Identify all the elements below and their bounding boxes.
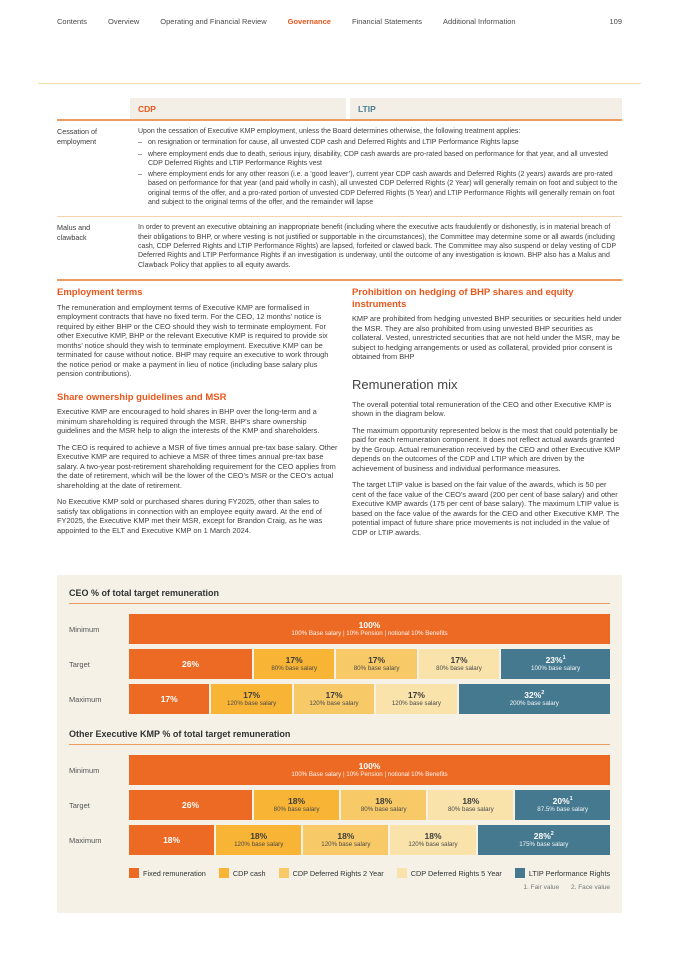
segment-sublabel: 120% base salary (234, 841, 284, 848)
paragraph: No Executive KMP sold or purchased shares during FY2025, other than sales to satisfy tax obligations in connection with an employee equity award. At the end of FY2025, the Executive KMP met their MSR, except for Brandon Craig, as he was appointed to the ELT and Executive KMP on 1 March 2024. (57, 497, 323, 535)
chart-row-label: Maximum (69, 835, 102, 845)
policy-table (57, 98, 622, 281)
chart-kmp-rows (69, 755, 610, 855)
paragraph: The overall potential total remuneration of the CEO and other Executive KMP is shown in the diagram below. (352, 399, 612, 418)
table-header-row (57, 98, 622, 119)
table-header-cdp: CDP (130, 98, 346, 119)
segment-value: 32%$^2$ (524, 690, 545, 700)
legend-item (279, 868, 384, 878)
paragraph: The CEO is required to achieve a MSR of five times annual pre-tax base salary. Other Executive KMP are required to achieve a MSR of three times annual pre-tax base salary. A two-year post-retirement shareholding requirement for the CEO applies from the date of retirement, which will be the lower of the CEO’s MSR or the CEO’s actual shareholding at the date of retirement. (57, 442, 338, 490)
stacked-bar (129, 649, 610, 679)
legend-label: LTIP Performance Rights (528, 868, 611, 878)
bullet-text: where employment ends for any other reason (i.e. a ‘good leaver’), current year CDP cash awards and Deferred Rights (2 years) awards are pro-rated based on performance for that year (and paid wholly in cash), all unvested CDP Deferred Rights (2 Year) will generally remain on foot and subject to the original terms of the offer, and a pro-rated portion of unvested CDP Deferred Rights (5 Year) and LTIP Performance Rights will generally remain on foot and subject to the original terms of the offer, and the remainder will lapse (148, 171, 618, 207)
stacked-bar (129, 825, 610, 855)
legend-label: CDP cash (232, 868, 266, 878)
segment-sublabel: 80% base salary (360, 806, 407, 813)
table-bottom-rule (57, 279, 622, 281)
section-heading: Share ownership guidelines and MSR (57, 391, 227, 403)
table-header-spacer (57, 98, 130, 119)
bar-segment (336, 649, 416, 679)
nav-item-financial-statements[interactable]: Financial Statements (351, 17, 423, 26)
segment-sublabel: 80% base salary (271, 665, 318, 672)
text-columns (57, 287, 622, 544)
page-number: 109 (609, 17, 622, 26)
section-heading: Remuneration mix (352, 376, 458, 392)
segment-sublabel: 100% Base salary | 10% Pension | notional 10% Benefits (291, 771, 448, 778)
segment-value: 26% (181, 800, 199, 810)
segment-value: 100% (358, 620, 381, 630)
chart-row (69, 790, 610, 820)
bar-segment (303, 825, 388, 855)
nav-item-operating-and-financial-review[interactable]: Operating and Financial Review (160, 17, 267, 26)
dash-icon: – (138, 171, 142, 179)
legend-swatch (219, 868, 229, 878)
chart-row (69, 649, 610, 679)
chart-row-label: Maximum (69, 694, 102, 704)
bar-segment (254, 649, 334, 679)
segment-value: 18% (163, 835, 181, 845)
segment-sublabel: 80% base salary (447, 806, 494, 813)
segment-sublabel: 80% base salary (273, 806, 320, 813)
stacked-bar (129, 790, 610, 820)
chart-row-label: Target (69, 659, 90, 669)
row-content (130, 127, 622, 209)
bar-segment (376, 684, 456, 714)
segment-value: 18% (250, 831, 268, 841)
bar-segment (501, 649, 610, 679)
chart-footnotes (69, 884, 610, 891)
bar-segment (515, 790, 610, 820)
footnote-face-value: 2. Face value (570, 884, 610, 891)
right-column (352, 287, 622, 544)
chart-row (69, 825, 610, 855)
row-label-cessation: Cessation of employment (57, 127, 97, 146)
paragraph: KMP are prohibited from hedging unvested BHP securities or securities held under the MSR. They are also prohibited from using unvested BHP securities as collateral. Vested, unrestricted securities that are not held under the MSR, may be subject to hedging arrangements or used as collateral, provided prior consent is obtained from BHP (352, 314, 622, 361)
stacked-bar (129, 684, 610, 714)
nav-item-contents[interactable]: Contents (57, 17, 88, 26)
segment-value: 17% (160, 694, 178, 704)
segment-value: 26% (181, 659, 199, 669)
paragraph: The remuneration and employment terms of Executive KMP are formalised in employment contracts that have no fixed term. For the CEO, 12 months’ notice is required by either BHP or the CEO should they wish to terminate employment. For other Executive KMP, BHP or the relevant Executive KMP is required to provide six months’ notice should they wish to terminate employment. Executive KMP can be terminated for cause without notice. BHP may require an executive to work through the notice period or make a payment in lieu of notice (including base salary plus pension contributions). (57, 302, 329, 378)
segment-sublabel: 87.5% base salary (537, 806, 589, 813)
bar-segment (129, 614, 610, 644)
segment-value: 18% (462, 796, 480, 806)
bar-segment (216, 825, 301, 855)
dash-icon: – (138, 139, 142, 147)
paragraph: The maximum opportunity represented below is the most that could potentially be paid for each remuneration component. It does not reflect actual awards granted by the Group. Actual remuneration received by the CEO and other Executive KMP depends on the outcomes of the CDP and LTIP which are driven by the achievement of business and individual performance measures. (352, 425, 621, 473)
bar-segment (129, 649, 252, 679)
bar-segment (390, 825, 475, 855)
legend-item (397, 868, 502, 878)
segment-sublabel: 120% base salary (309, 700, 359, 707)
row-content (130, 223, 622, 271)
legend-swatch (129, 868, 139, 878)
table-row (57, 121, 622, 216)
header-divider (38, 83, 641, 84)
chart-row-label: Minimum (69, 624, 100, 634)
segment-value: 17% (243, 690, 261, 700)
stacked-bar (129, 755, 610, 785)
section-hedging (352, 287, 622, 362)
bar-segment (478, 825, 610, 855)
legend-label: CDP Deferred Rights 2 Year (292, 868, 384, 878)
legend-label: CDP Deferred Rights 5 Year (410, 868, 502, 878)
legend-item (129, 868, 206, 878)
segment-sublabel: 100% Base salary | 10% Pension | notional 10% Benefits (291, 630, 448, 637)
segment-sublabel: 175% base salary (519, 841, 569, 848)
bullet-text: where employment ends due to death, serious injury, disability, CDP cash awards are pro-rated based on performance for that year, and all unvested CDP Deferred Rights and LTIP Performance Rights vest (148, 150, 608, 167)
bullet-item (138, 170, 622, 207)
bar-segment (129, 755, 610, 785)
legend-swatch (397, 868, 407, 878)
paragraph: The target LTIP value is based on the fair value of the awards, which is 50 per cent of the face value of the CEO’s award (200 per cent of base salary) and other Executive KMP awards (175 per cent of base salary). The maximum LTIP value is based on the face value of the awards for the CEO and other Executive KMP. The potential impact of future share price movements is not included in the value of CDP or LTIP awards. (352, 480, 620, 537)
chart-title-ceo: CEO % of total target remuneration (69, 588, 610, 604)
chart-ceo-rows (69, 614, 610, 714)
section-heading: Employment terms (57, 287, 143, 298)
stacked-bar (129, 614, 610, 644)
row-body: In order to prevent an executive obtaining an inappropriate benefit (including where the executive acts fraudulently or dishonestly, is in material breach of their obligations to BHP, or where vesting is not justified or supportable in the circumstances), the Committee may determine some or all awards (including cash, CDP Deferred Rights and LTIP Performance Rights) are lapsed, forfeited or clawed back. The Committee may also suspend or delay vesting of CDP Deferred Rights and LTIP Performance Rights if an investigation is underway, until the outcome of any investigation is known. BHP also has a Malus and Clawback Policy that applies to all equity awards. (138, 224, 616, 269)
legend-swatch (515, 868, 525, 878)
nav-item-additional-information[interactable]: Additional Information (443, 17, 516, 26)
bar-segment (419, 649, 499, 679)
chart-row-label: Target (69, 800, 90, 810)
section-heading: Prohibition on hedging of BHP shares and equity instruments (352, 287, 574, 310)
segment-value: 17% (407, 690, 425, 700)
bar-segment (341, 790, 426, 820)
bar-segment (428, 790, 513, 820)
top-nav (57, 17, 622, 26)
segment-value: 18% (424, 831, 442, 841)
paragraph: Executive KMP are encouraged to hold shares in BHP over the long-term and a minimum shareholding is required through the MSR. BHP’s share ownership guidelines and the MSR help to align the interests of the KMP and shareholders. (57, 407, 320, 435)
left-column (57, 287, 340, 544)
bullet-item (138, 138, 622, 147)
segment-value: 100% (358, 761, 381, 771)
remuneration-mix-chart (57, 575, 622, 913)
row-label-malus: Malus and clawback (57, 223, 91, 242)
bar-segment (211, 684, 291, 714)
legend-item (515, 868, 610, 878)
bar-segment (129, 825, 214, 855)
section-share-ownership (57, 392, 340, 536)
segment-value: 17% (368, 655, 386, 665)
segment-value: 17% (450, 655, 468, 665)
bar-segment (254, 790, 339, 820)
nav-item-overview[interactable]: Overview (108, 17, 140, 26)
chart-title-kmp: Other Executive KMP % of total target remuneration (69, 729, 610, 745)
section-employment-terms (57, 287, 340, 379)
chart-row (69, 755, 610, 785)
bar-segment (129, 684, 209, 714)
segment-sublabel: 200% base salary (509, 700, 559, 707)
segment-value: 18% (337, 831, 355, 841)
segment-value: 18% (375, 796, 393, 806)
bullet-item (138, 150, 622, 169)
segment-sublabel: 120% base salary (408, 841, 458, 848)
segment-value: 18% (288, 796, 306, 806)
segment-sublabel: 120% base salary (227, 700, 277, 707)
segment-sublabel: 120% base salary (321, 841, 371, 848)
row-intro: Upon the cessation of Executive KMP employment, unless the Board determines otherwise, the following treatment applies: (138, 128, 521, 135)
chart-row-label: Minimum (69, 765, 100, 775)
bar-segment (459, 684, 610, 714)
legend-label: Fixed remuneration (143, 868, 206, 878)
nav-item-governance[interactable]: Governance (287, 17, 331, 26)
segment-value: 17% (325, 690, 343, 700)
dash-icon: – (138, 150, 142, 158)
bar-segment (129, 790, 252, 820)
table-row (57, 216, 622, 278)
segment-sublabel: 100% base salary (531, 665, 581, 672)
segment-value: 17% (285, 655, 303, 665)
legend-item (219, 868, 266, 878)
chart-legend (129, 868, 610, 878)
segment-sublabel: 80% base salary (353, 665, 400, 672)
legend-swatch (279, 868, 289, 878)
segment-sublabel: 80% base salary (436, 665, 482, 672)
chart-row (69, 614, 610, 644)
section-remuneration-mix (352, 377, 622, 538)
segment-value: 20%$^1$ (552, 796, 573, 806)
chart-row (69, 684, 610, 714)
table-header-ltip: LTIP (350, 98, 622, 119)
footnote-fair-value: 1. Fair value (523, 884, 560, 891)
bullet-text: on resignation or termination for cause, all unvested CDP cash and Deferred Rights and LTIP Performance Rights lapse (148, 139, 519, 147)
bar-segment (294, 684, 374, 714)
segment-value: 23%$^1$ (545, 655, 566, 665)
segment-value: 28%$^2$ (533, 831, 554, 841)
segment-sublabel: 120% base salary (391, 700, 442, 707)
